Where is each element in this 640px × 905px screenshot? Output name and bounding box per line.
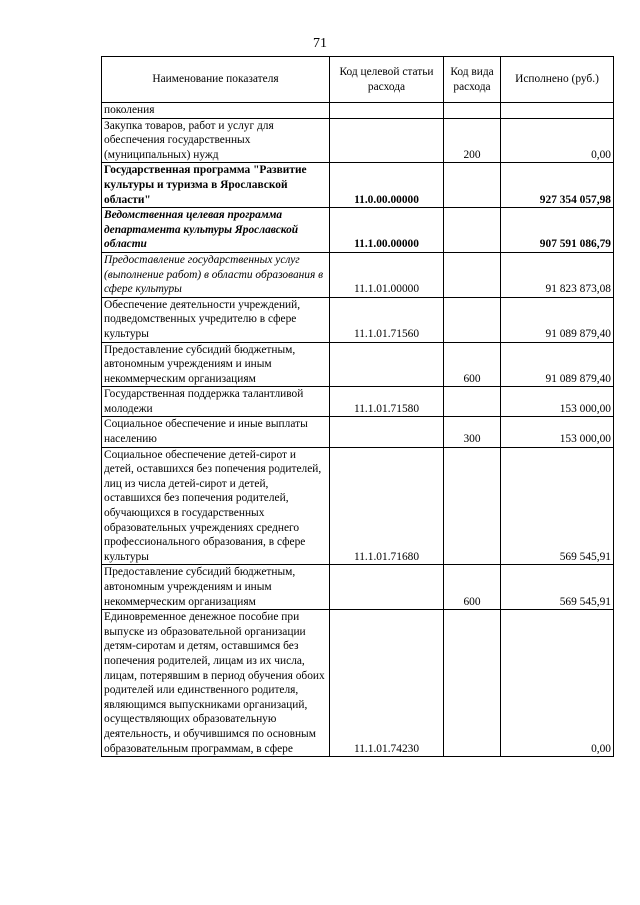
table-body bbox=[102, 103, 614, 757]
header-name: Наименование показателя bbox=[102, 57, 330, 103]
row-expense-kind-cell: 600 bbox=[444, 565, 501, 610]
row-name-cell: Единовременное денежное пособие при выпуске из образовательной организации детям-сиротам и детям, оставшимся без попечения родителей, лицам из их числа, лицам, потерявшим в период обучения обоих родителей или единственного родителя, являющимся выпускниками организаций, осуществляющих образовательную деятельность, и обучившимся по основным образовательным программам, в сфере bbox=[102, 610, 330, 757]
table-row bbox=[102, 447, 614, 565]
row-target-code-cell bbox=[330, 417, 444, 447]
header-expense-kind: Код вида расхода bbox=[444, 57, 501, 103]
row-name-cell: Закупка товаров, работ и услуг для обеспечения государственных (муниципальных) нужд bbox=[102, 118, 330, 163]
row-executed-cell: 0,00 bbox=[501, 118, 614, 163]
row-expense-kind-cell: 200 bbox=[444, 118, 501, 163]
row-executed-cell bbox=[501, 103, 614, 119]
row-executed-cell: 91 089 879,40 bbox=[501, 297, 614, 342]
table-row bbox=[102, 417, 614, 447]
row-executed-cell: 927 354 057,98 bbox=[501, 163, 614, 208]
header-executed: Исполнено (руб.) bbox=[501, 57, 614, 103]
row-target-code-cell: 11.1.00.00000 bbox=[330, 208, 444, 253]
row-executed-cell: 569 545,91 bbox=[501, 447, 614, 565]
row-target-code-cell bbox=[330, 342, 444, 387]
row-executed-cell: 0,00 bbox=[501, 610, 614, 757]
row-name-cell: поколения bbox=[102, 103, 330, 119]
row-name-cell: Предоставление субсидий бюджетным, автономным учреждениям и иным некоммерческим организациям bbox=[102, 565, 330, 610]
row-name-cell: Социальное обеспечение детей-сирот и детей, оставшихся без попечения родителей, лиц из числа детей-сирот и детей, оставшихся без попечения родителей, обучающихся в государственных образовательных учреждениях среднего профессионального образования, в сфере культуры bbox=[102, 447, 330, 565]
row-target-code-cell: 11.1.01.71560 bbox=[330, 297, 444, 342]
row-executed-cell: 91 089 879,40 bbox=[501, 342, 614, 387]
table-row bbox=[102, 118, 614, 163]
table-row bbox=[102, 387, 614, 417]
budget-table bbox=[101, 56, 614, 757]
table-row bbox=[102, 208, 614, 253]
row-executed-cell: 91 823 873,08 bbox=[501, 252, 614, 297]
row-expense-kind-cell bbox=[444, 252, 501, 297]
row-name-cell: Предоставление государственных услуг (выполнение работ) в области образования в сфере культуры bbox=[102, 252, 330, 297]
header-target-code: Код целевой статьи расхода bbox=[330, 57, 444, 103]
row-expense-kind-cell bbox=[444, 103, 501, 119]
row-executed-cell: 907 591 086,79 bbox=[501, 208, 614, 253]
row-name-cell: Ведомственная целевая программа департамента культуры Ярославской области bbox=[102, 208, 330, 253]
row-name-cell: Государственная поддержка талантливой молодежи bbox=[102, 387, 330, 417]
table-row bbox=[102, 565, 614, 610]
row-expense-kind-cell: 600 bbox=[444, 342, 501, 387]
row-expense-kind-cell bbox=[444, 610, 501, 757]
row-expense-kind-cell bbox=[444, 447, 501, 565]
row-target-code-cell bbox=[330, 565, 444, 610]
row-name-cell: Социальное обеспечение и иные выплаты населению bbox=[102, 417, 330, 447]
row-executed-cell: 569 545,91 bbox=[501, 565, 614, 610]
row-name-cell: Государственная программа "Развитие культуры и туризма в Ярославской области" bbox=[102, 163, 330, 208]
table-row bbox=[102, 252, 614, 297]
row-target-code-cell: 11.1.01.00000 bbox=[330, 252, 444, 297]
row-executed-cell: 153 000,00 bbox=[501, 417, 614, 447]
row-target-code-cell: 11.1.01.71680 bbox=[330, 447, 444, 565]
table-row bbox=[102, 297, 614, 342]
row-target-code-cell: 11.1.01.71580 bbox=[330, 387, 444, 417]
row-expense-kind-cell bbox=[444, 163, 501, 208]
table-header-row bbox=[102, 57, 614, 103]
row-executed-cell: 153 000,00 bbox=[501, 387, 614, 417]
table-row bbox=[102, 342, 614, 387]
row-expense-kind-cell bbox=[444, 387, 501, 417]
row-target-code-cell bbox=[330, 118, 444, 163]
row-target-code-cell: 11.1.01.74230 bbox=[330, 610, 444, 757]
row-name-cell: Предоставление субсидий бюджетным, автономным учреждениям и иным некоммерческим организациям bbox=[102, 342, 330, 387]
table-row bbox=[102, 103, 614, 119]
table-row bbox=[102, 610, 614, 757]
row-target-code-cell: 11.0.00.00000 bbox=[330, 163, 444, 208]
row-expense-kind-cell: 300 bbox=[444, 417, 501, 447]
row-expense-kind-cell bbox=[444, 208, 501, 253]
row-name-cell: Обеспечение деятельности учреждений, подведомственных учредителю в сфере культуры bbox=[102, 297, 330, 342]
table-row bbox=[102, 163, 614, 208]
row-expense-kind-cell bbox=[444, 297, 501, 342]
row-target-code-cell bbox=[330, 103, 444, 119]
page-number: 71 bbox=[313, 36, 327, 51]
